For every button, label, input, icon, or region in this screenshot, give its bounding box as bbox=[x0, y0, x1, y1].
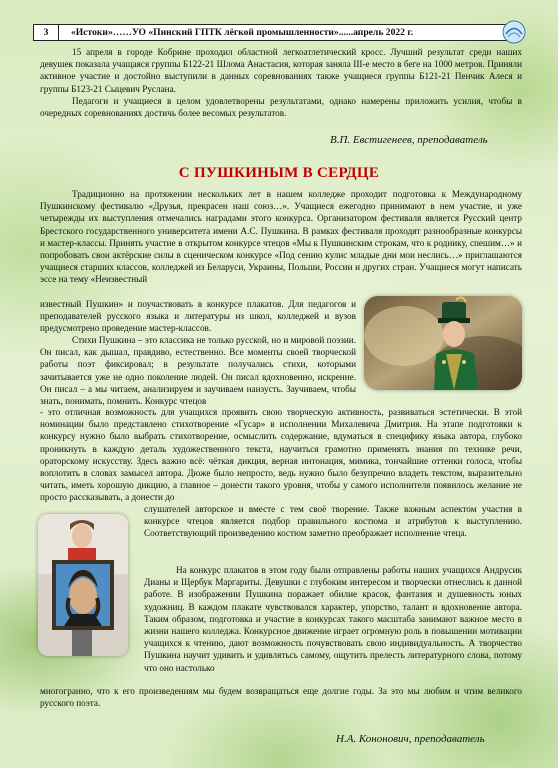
header-text: «Истоки»……УО «Пинский ГПТК лёгкой промышленности»......апрель 2022 г. bbox=[71, 27, 414, 38]
student-poster-photo bbox=[38, 514, 128, 656]
article-title: С ПУШКИНЫМ В СЕРДЦЕ bbox=[178, 165, 380, 181]
article-paragraph-2-continued: - это отличная возможность для учащихся проявить свою творческую активность, развиваться эстетически. В этой номинации было представлено стихотворение «Гусар» в исполнении Михалевича Дмитрия. На этапе подготовки к конкурсу нужно было выбрать стихотворение, осмыслить содержание, вдуматься в специфику языка автора, глубоко проникнуть в каждую деталь художественного текста, научиться грамотно применять знания по технике речи, ораторскому искусству. Здесь важно всё: чёткая дикция, верная интонация, мимика, тончайшие оттенки голоса, чтобы воплотить в словах замысел автора. Дюже было непросто, ведь нужно было безупречно владеть текстом, выразительно читать, иметь хорошую дикцию, а главное – донести такого уровня, чтобы у самого исполнителя появилось желание не просто рассказывать, а донести до bbox=[40, 407, 522, 503]
student-performer-photo bbox=[364, 296, 522, 390]
author-signature-2: Н.А. Кононович, преподаватель bbox=[336, 733, 485, 745]
page-header bbox=[33, 24, 520, 41]
intro-paragraph-2: Педагоги и учащиеся в целом удовлетворены результатами, однако намерены приложить усилия, чтобы в очередных соревнованиях достичь более весомых результатов. bbox=[40, 96, 522, 119]
article-paragraph-2-end: слушателей авторское и вместе с тем своё творение. Также важным аспектом участия в конкурсе чтецов является подбор правильного костюма и атрибутов к выступлению. Соответствующий произведению костюм заметно преображает исполнение чтеца. bbox=[144, 504, 522, 539]
article-paragraph-3-continued: многогранно, что к его произведениям мы будем возвращаться еще долгие годы. За это мы любим и чтим великого русского поэта. bbox=[40, 686, 522, 709]
page-number: 3 bbox=[34, 25, 59, 40]
article-paragraph-2: Стихи Пушкина – это классика не только русской, но и мировой поэзии. Он писал, как дышал, правдиво, естественно. Все моменты своей творческой работы поэт фиксировал; в результате получались стихи, которыми зачитывается уже не одно поколение людей. Он писал вдохновенно, искренне. Он писал – а мы читаем, анализируем и заучиваем наизусть. Заучиваем, чтобы знать, понимать, помнить. Конкурс чтецов bbox=[40, 335, 356, 407]
article-paragraph-3: На конкурс плакатов в этом году были отправлены работы наших учащихся Андрусик Дианы и Щербук Маргариты. Девушки с глубоким интересом и творчески отнеслись к данной работе. В изображении Пушкина поражает обилие красок, фантазия и душевность юных художниц. В каждом плакате чувствовался характер, упорство, талант и вдохновение автора. Таким образом, подготовка и участие в конкурсах такого масштаба занимают важное место в жизни нашего колледжа. Конкурсное движение играет огромную роль в повышении мотивации учащихся к чтению, дают возможность почувствовать свою индивидуальность. А творчество Пушкина научит удивить и удивлятьсь самому, ощутить прелесть литературного слова, потому что оно настолько bbox=[144, 565, 522, 673]
article-paragraph-1: Традиционно на протяжении нескольких лет в нашем колледже проходит подготовка к Международному Пушкинскому фестивалю «Друзья, прекрасен наш союз…». Учащиеся ежегодно принимают в нем участие, и уже четырежды их выступления отмечались наградами этого конкурса. Организатором фестиваля является Русский центр Брестского государственного университета имени А.С. Пушкина. В рамках фестиваля проходят разнообразные конкурсы и мастер-классы. Принять участие в открытом конкурсе чтецов «Мы к Пушкинским строкам, что к роднику, спешим…» и попробовать свои актёрские силы в сценическом конкурсе «Под сению кулис младые дни мои неслись…» приглашаются учащиеся старших классов, колледжей из Беларуси, Украины, Польши, России и других стран. Учащиеся могут написать эссе на тему «Неизвестный bbox=[40, 189, 522, 285]
author-signature-1: В.П. Евстигенеев, преподаватель bbox=[330, 134, 488, 146]
newspaper-logo-icon bbox=[500, 19, 528, 45]
intro-paragraph-1: 15 апреля в городе Кобрине проходил областной легкоатлетический кросс. Лучший результат среди наших девушек показала учащаяся группы Б122-21 Шлома Анастасия, которая заняла III-е место в беге на 1000 метров. Приняли активное участие и достойно выступили в данных соревнованиях также учащиеся группы Б121-21 Пенчик Алеся и группы Б123-21 Сыцевич Руслана. bbox=[40, 47, 522, 94]
article-paragraph-1-continued: известный Пушкин» и поучаствовать в конкурсе плакатов. Для педагогов и преподавателей русского языка и литературы из школ, колледжей и вузов предусмотрено проведение мастер-классов. bbox=[40, 299, 356, 334]
